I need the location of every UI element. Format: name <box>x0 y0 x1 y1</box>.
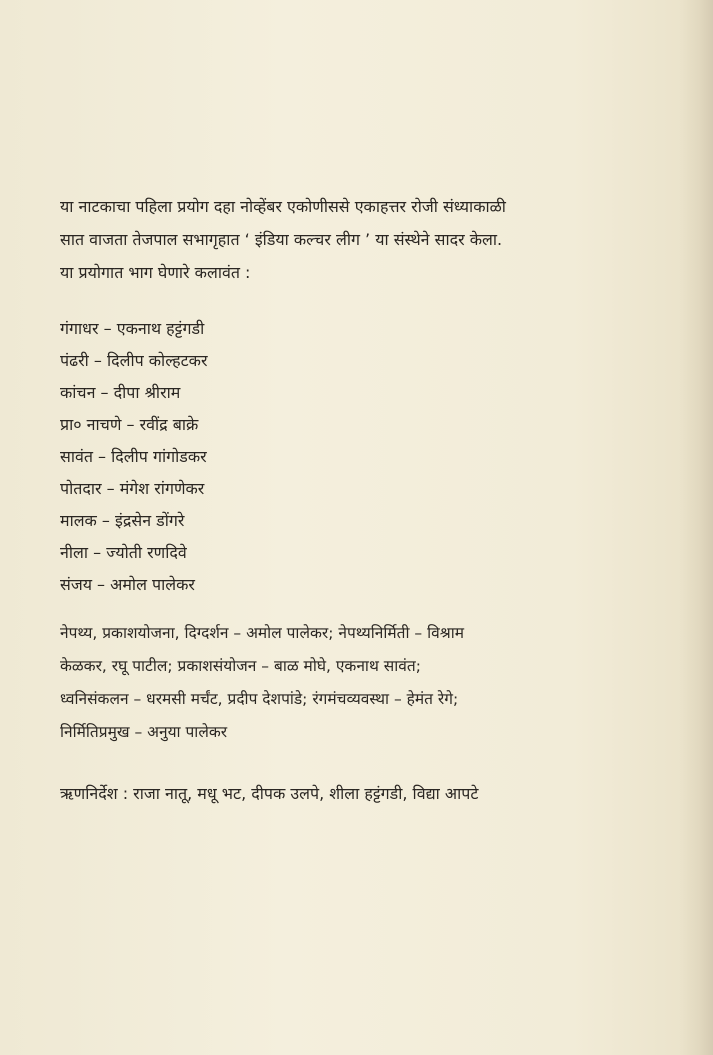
crew-line: निर्मितिप्रमुख – अनुया पालेकर <box>60 723 228 741</box>
intro-line: या प्रयोगात भाग घेणारे कलावंत : <box>60 263 251 282</box>
intro-line: सात वाजता तेजपाल सभागृहात ‘ इंडिया कल्चर लीग ’ या संस्थेने सादर केला. <box>60 230 503 249</box>
cast-item: संजय – अमोल पालेकर <box>60 575 195 594</box>
acknowledgement-line: ऋणनिर्देश : राजा नातू, मधू भट, दीपक उलपे, शीला हट्टंगडी, विद्या आपटे <box>60 784 479 803</box>
crew-line: ध्वनिसंकलन – धरमसी मर्चंट, प्रदीप देशपांडे; रंगमंचव्यवस्था – हेमंत रेगे; <box>60 690 459 708</box>
cast-item: पंढरी – दिलीप कोल्हटकर <box>60 351 208 370</box>
cast-item: सावंत – दिलीप गांगोडकर <box>60 447 207 466</box>
page-edge-shadow <box>679 0 713 1055</box>
cast-item: मालक – इंद्रसेन डोंगरे <box>60 511 185 530</box>
cast-item: प्रा० नाचणे – रवींद्र बाक्रे <box>60 415 199 434</box>
crew-credits <box>60 617 660 749</box>
cast-item: गंगाधर – एकनाथ हट्टंगडी <box>60 319 205 338</box>
crew-line: नेपथ्य, प्रकाशयोजना, दिग्दर्शन – अमोल पालेकर; नेपथ्यनिर्मिती – विश्राम <box>60 624 464 642</box>
cast-item: पोतदार – मंगेश रांगणेकर <box>60 479 205 498</box>
cast-item: कांचन – दीपा श्रीराम <box>60 383 181 402</box>
crew-line: केळकर, रघू पाटील; प्रकाशसंयोजन – बाळ मोघे, एकनाथ सावंत; <box>60 657 421 675</box>
credits-content <box>60 190 660 810</box>
performance-intro <box>60 190 660 289</box>
cast-list <box>60 313 660 601</box>
intro-line: या नाटकाचा पहिला प्रयोग दहा नोव्हेंबर एकोणीससे एकाहत्तर रोजी संध्याकाळी <box>60 197 506 216</box>
cast-item: नीला – ज्योती रणदिवे <box>60 543 187 562</box>
